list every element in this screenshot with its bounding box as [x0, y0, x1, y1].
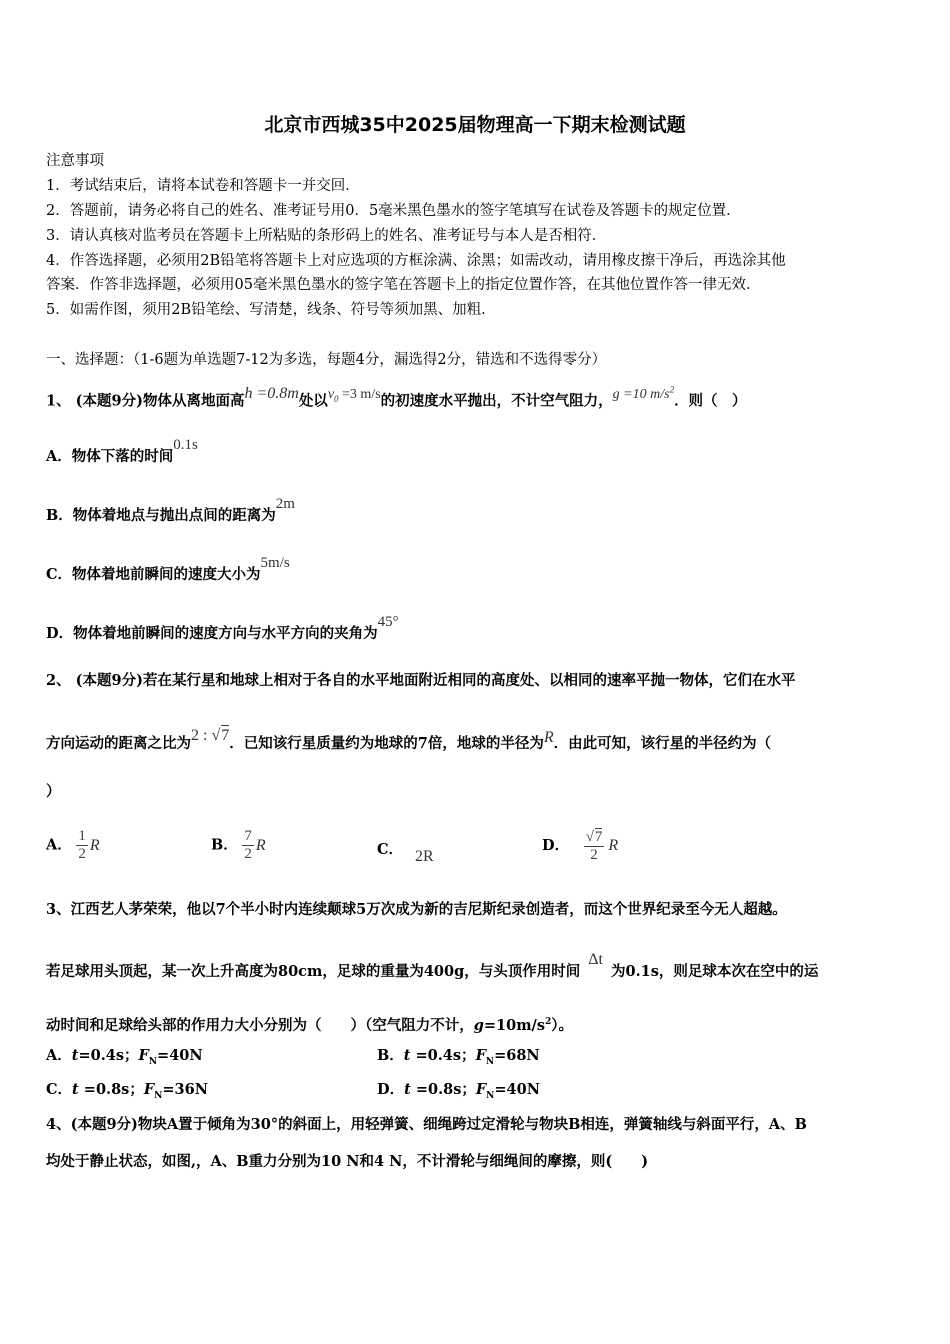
q1-option-c-value: 5m/s: [260, 555, 290, 571]
q2-option-c: C． 2R: [377, 841, 434, 865]
notice-item: 1．考试结束后，请将本试卷和答题卡一并交回．: [46, 178, 360, 194]
q1-option-a: A．物体下落的时间0.1s: [46, 437, 198, 465]
q3-option-d: D．t =0.8s；$F_N=40N$: [377, 1081, 540, 1101]
notice-item: 3．请认真核对监考员在答题卡上所粘贴的条形码上的姓名、准考证号与本人是否相符．: [46, 228, 607, 244]
q2-ratio-formula: 2 : √7: [191, 727, 230, 744]
q1-option-d: D．物体着地前瞬间的速度方向与水平方向的夹角为45°: [46, 614, 399, 642]
q2-option-a-fraction: $\frac{1}{2}$: [78, 828, 86, 862]
q2-option-b-fraction: $\frac{7}{2}$: [244, 828, 252, 862]
question-2-line-2: 方向运动的距离之比为2 : √7．已知该行星质量约为地球的7倍，地球的半径为R．由此可知，该行星的半径约为（: [46, 727, 772, 752]
question-2-line-1: 2、 (本题9分)若在某行星和地球上相对于各自的水平地面附近相同的高度处、以相同的速率平抛一物体，它们在水平: [46, 672, 796, 689]
q3-option-c: C．t =0.8s；$F_N=36N$: [46, 1081, 208, 1101]
q3-option-b: B．t =0.4s；$F_N=68N$: [377, 1047, 540, 1067]
question-3-line-3: 动时间和足球给头部的作用力大小分别为（ ）（空气阻力不计，$g=10m/s^2$）。: [46, 1016, 574, 1034]
notice-item: 4．作答选择题，必须用2B铅笔将答题卡上对应选项的方框涂满、涂黑；如需改动，请用橡皮擦干净后，再选涂其他: [46, 253, 786, 269]
question-3-line-1: 3、江西艺人茅荣荣，他以7个半小时内连续颠球5万次成为新的吉尼斯纪录创造者，而这个世界纪录至今无人超越。: [46, 901, 787, 918]
q2-option-d: D． $\frac{√7}{2}$ R: [542, 829, 619, 863]
question-4-line-2: 均处于静止状态，如图,，A、B重力分别为10 N和4 N，不计滑轮与细绳间的摩擦，则( ): [46, 1153, 649, 1170]
q1-option-a-value: 0.1s: [173, 437, 198, 453]
q3-option-a: A．t=0.4s；$F_N=40N$: [46, 1047, 203, 1067]
q1-text: ．则（ ）: [674, 392, 747, 410]
q1-text: 的初速度水平抛出，不计空气阻力，: [380, 392, 613, 410]
q1-option-b: B．物体着地点与抛出点间的距离为2m: [46, 496, 295, 524]
question-4-line-1: 4、(本题9分)物块A置于倾角为30°的斜面上，用轻弹簧、细绳跨过定滑轮与物块B相连，弹簧轴线与斜面平行，A、B: [46, 1116, 807, 1133]
q2-option-b: B． $\frac{7}{2}$ R: [211, 828, 266, 862]
question-2-line-3: ）: [46, 783, 61, 800]
q2-radius-symbol: R: [543, 729, 554, 746]
q2-option-d-fraction: $\frac{√7}{2}$: [585, 829, 603, 863]
q1-text: 处以: [298, 392, 328, 410]
q2-option-a: A． $\frac{1}{2}$ R: [46, 828, 100, 862]
page-title: 北京市西城35中2025届物理高一下期末检测试题: [264, 114, 686, 136]
notice-item: 5．如需作图，须用2B铅笔绘、写清楚，线条、符号等须加黑、加粗．: [46, 302, 496, 318]
q1-option-c: C．物体着地前瞬间的速度大小为5m/s: [46, 555, 290, 583]
q2-option-c-value: 2R: [415, 848, 434, 865]
q1-height-formula: h =0.8m: [244, 384, 299, 402]
notice-heading: 注意事项: [46, 153, 104, 169]
q3-delta-t-symbol: Δt: [588, 951, 603, 968]
q1-velocity-formula: $v_0 =3$ m/s: [327, 386, 381, 404]
q1-option-d-value: 45°: [377, 614, 399, 630]
notice-item: 2．答题前，请务必将自己的姓名、准考证号用0．5毫米黑色墨水的签字笔填写在试卷及答题卡的规定位置．: [46, 203, 741, 219]
notice-item: 答案．作答非选择题，必须用05毫米黑色墨水的签字笔在答题卡上的指定位置作答，在其他位置作答一律无效．: [46, 277, 761, 293]
q1-option-b-value: 2m: [275, 496, 295, 512]
question-3-line-2: 若足球用头顶起，某一次上升高度为80cm，足球的重量为400g，与头顶作用时间Δt为0.1s，则足球本次在空中的运: [46, 951, 819, 980]
question-1-stem: [46, 384, 747, 416]
q1-text: 1、 (本题9分)物体从离地面高: [46, 392, 245, 410]
section-heading: 一、选择题：（1-6题为单选题7-12为多选，每题4分，漏选得2分，错选和不选得零分）: [46, 352, 607, 368]
q1-gravity-formula: g =10 $m/s^2$: [612, 384, 675, 402]
